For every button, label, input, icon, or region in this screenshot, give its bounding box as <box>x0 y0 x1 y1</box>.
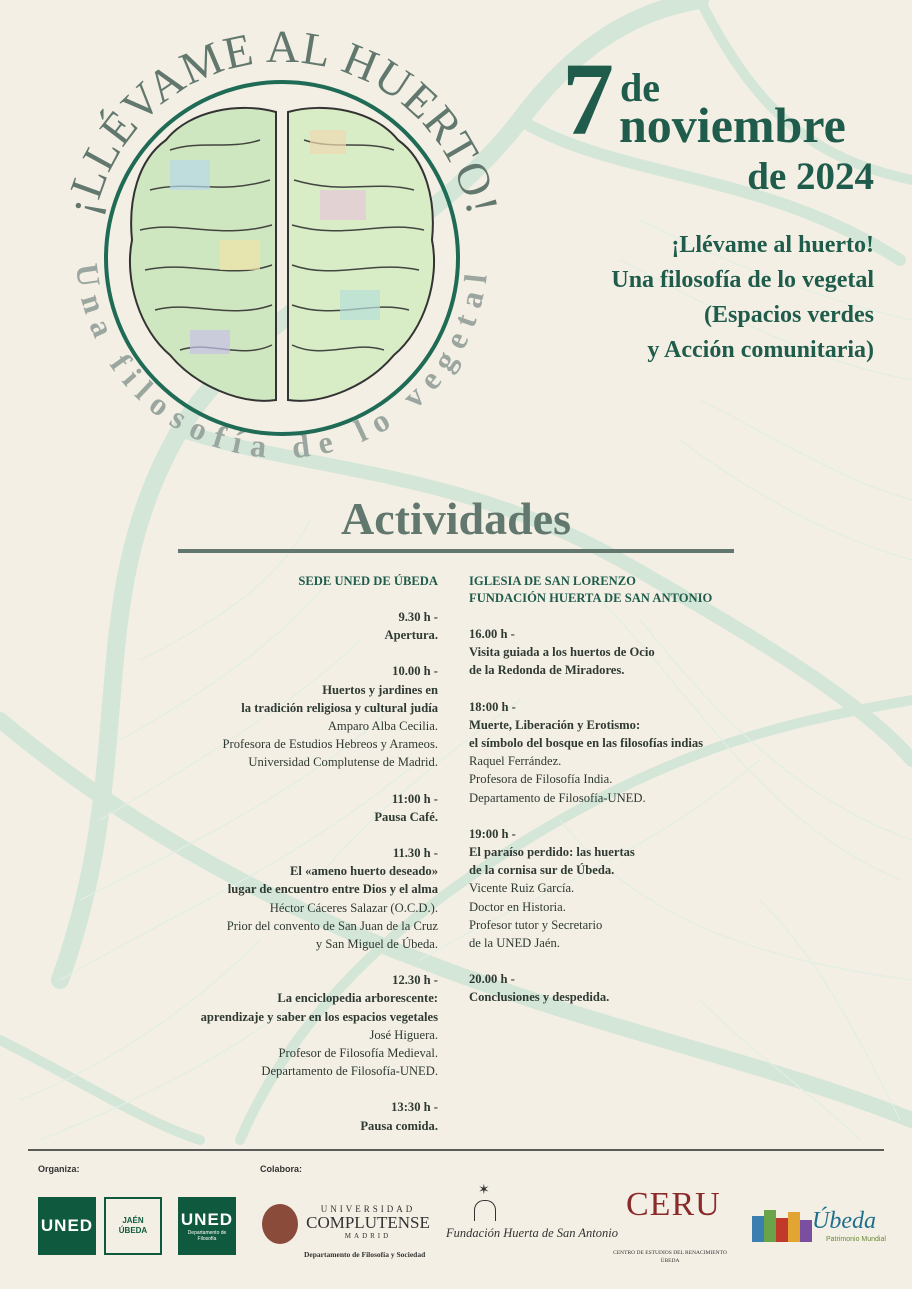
activity-detail-line: Raquel Ferrández. <box>469 754 562 769</box>
uned-jaen-logo <box>104 1197 162 1255</box>
activity-time: 16.00 h - <box>469 627 515 641</box>
activity-time: 12.30 h - <box>392 973 438 988</box>
activity-detail-line: Departamento de Filosofía-UNED. <box>469 790 646 805</box>
activity-title-line: lugar de encuentro entre Dios y el alma <box>227 882 438 897</box>
activity-title-line: Pausa Café. <box>374 809 438 824</box>
fundacion-logo: Fundación Huerta de San Antonio <box>446 1226 618 1240</box>
activity-title-line: Conclusiones y despedida. <box>469 990 610 1005</box>
ubeda-sub: Patrimonio Mundial <box>826 1236 886 1243</box>
venue-header: IGLESIA DE SAN LORENZO <box>469 574 636 588</box>
title-line: Una filosofía de lo vegetal <box>611 267 874 293</box>
activity-detail-line: Vicente Ruiz García. <box>469 881 575 896</box>
date-month: noviembre <box>619 97 846 153</box>
activity-time: 9.30 h - <box>398 610 438 624</box>
activity-title-line: la tradición religiosa y cultural judía <box>241 700 438 715</box>
arch-icon <box>474 1200 496 1221</box>
right-column <box>469 573 712 1007</box>
ceru-sub1: CENTRO DE ESTUDIOS DEL RENACIMIENTO <box>613 1250 727 1256</box>
venue-header: SEDE UNED DE ÚBEDA <box>298 574 438 588</box>
activity-item <box>469 698 712 807</box>
activity-title-line: de la cornisa sur de Úbeda. <box>469 863 615 878</box>
activity-item <box>201 844 438 953</box>
ucm-city: MADRID <box>344 1232 392 1240</box>
emblem-subtitle: Una filosofía de lo vegetal <box>68 261 495 466</box>
brain-icon <box>130 108 434 401</box>
ucm-logo <box>304 1204 432 1240</box>
activity-detail-line: Profesora de Filosofía India. <box>469 772 613 787</box>
activity-detail-line: Prior del convento de San Juan de la Cruz <box>226 918 438 933</box>
activity-title-line: Visita guiada a los huertos de Ocio <box>469 645 655 660</box>
activities-heading: Actividades <box>341 493 571 544</box>
uned-logo-text: UNED <box>40 1216 94 1235</box>
activity-detail-line: José Higuera. <box>369 1027 438 1042</box>
activity-time: 10.00 h - <box>392 664 438 679</box>
activity-detail-line: Profesor tutor y Secretario <box>469 917 603 932</box>
ucm-name: COMPLUTENSE <box>306 1213 430 1232</box>
title-line: y Acción comunitaria) <box>647 337 874 363</box>
activity-title-line: Muerte, Liberación y Erotismo: <box>469 717 641 732</box>
activity-detail-line: de la UNED Jaén. <box>469 936 560 951</box>
activity-item <box>201 608 438 644</box>
emblem-title: ¡LLÉVAME AL HUERTO! <box>55 20 509 220</box>
title-line: ¡Llévame al huerto! <box>671 232 874 258</box>
activity-detail-line: Amparo Alba Cecilia. <box>327 719 438 734</box>
star-icon: ✶ <box>478 1183 490 1198</box>
activity-title-line: de la Redonda de Miradores. <box>469 663 625 678</box>
activity-detail-line: Doctor en Historia. <box>469 899 566 914</box>
jaen-line1: JAÉN <box>122 1216 144 1225</box>
activity-item <box>469 970 712 1006</box>
activity-title-line: El «ameno huerto deseado» <box>290 864 438 879</box>
activity-item <box>201 971 438 1080</box>
activity-item <box>469 625 712 680</box>
date-year: de 2024 <box>747 155 874 198</box>
uned-logo-text: UNED <box>180 1210 234 1229</box>
activity-time: 20.00 h - <box>469 972 515 987</box>
activity-detail-line: Profesor de Filosofía Medieval. <box>278 1046 438 1061</box>
left-column <box>201 573 438 1135</box>
ubeda-logo: Úbeda <box>812 1208 876 1234</box>
ubeda-buildings-icon <box>750 1206 814 1242</box>
uned-dept-line1: Departamento de <box>187 1230 227 1236</box>
activity-title-line: Apertura. <box>384 628 438 643</box>
ucm-dept: Departamento de Filosofía y Sociedad <box>304 1250 426 1259</box>
activity-item <box>201 1098 438 1134</box>
activity-item <box>201 790 438 826</box>
footer-rule <box>28 1149 884 1151</box>
activity-title-line: Huertos y jardines en <box>322 682 438 697</box>
emblem <box>20 10 560 510</box>
activity-title-line: el símbolo del bosque en las filosofías indias <box>469 736 704 751</box>
ceru-logo: CERU <box>626 1186 721 1223</box>
date-de: de <box>620 65 660 110</box>
activity-detail-line: Héctor Cáceres Salazar (O.C.D.). <box>269 900 438 915</box>
activity-title-line: aprendizaje y saber en los espacios vegetales <box>200 1009 438 1024</box>
colabora-label: Colabora: <box>260 1164 303 1174</box>
uned-dept-line2: Filosofía <box>197 1236 217 1242</box>
ucm-top: UNIVERSIDAD <box>320 1204 416 1214</box>
activity-time: 19:00 h - <box>469 826 516 841</box>
title-line: (Espacios verdes <box>704 302 874 328</box>
activity-detail-line: y San Miguel de Úbeda. <box>315 937 438 952</box>
activity-time: 11.30 h - <box>392 846 438 861</box>
heading-rule <box>178 549 734 553</box>
activity-title-line: Pausa comida. <box>360 1118 438 1133</box>
uned-logo <box>38 1197 96 1255</box>
activity-time: 11:00 h - <box>391 791 438 806</box>
jaen-line2: ÚBEDA <box>118 1226 148 1235</box>
activity-item <box>469 825 712 952</box>
ceru-sub2: ÚBEDA <box>660 1258 680 1264</box>
date-day: 7 <box>562 42 614 157</box>
activity-detail-line: Departamento de Filosofía-UNED. <box>261 1064 438 1079</box>
event-title <box>611 228 874 368</box>
activity-detail-line: Profesora de Estudios Hebreos y Arameos. <box>222 737 438 752</box>
organiza-label: Organiza: <box>38 1164 80 1174</box>
activity-time: 18:00 h - <box>469 699 516 714</box>
venue-header: FUNDACIÓN HUERTA DE SAN ANTONIO <box>469 591 713 605</box>
activity-detail-line: Universidad Complutense de Madrid. <box>248 755 438 770</box>
activity-title-line: La enciclopedia arborescente: <box>277 991 438 1006</box>
ucm-crest-icon <box>262 1204 298 1244</box>
activity-item <box>201 662 438 771</box>
uned-filosofia-logo <box>178 1197 236 1255</box>
activity-time: 13:30 h - <box>391 1100 438 1115</box>
activity-title-line: El paraíso perdido: las huertas <box>469 845 635 860</box>
